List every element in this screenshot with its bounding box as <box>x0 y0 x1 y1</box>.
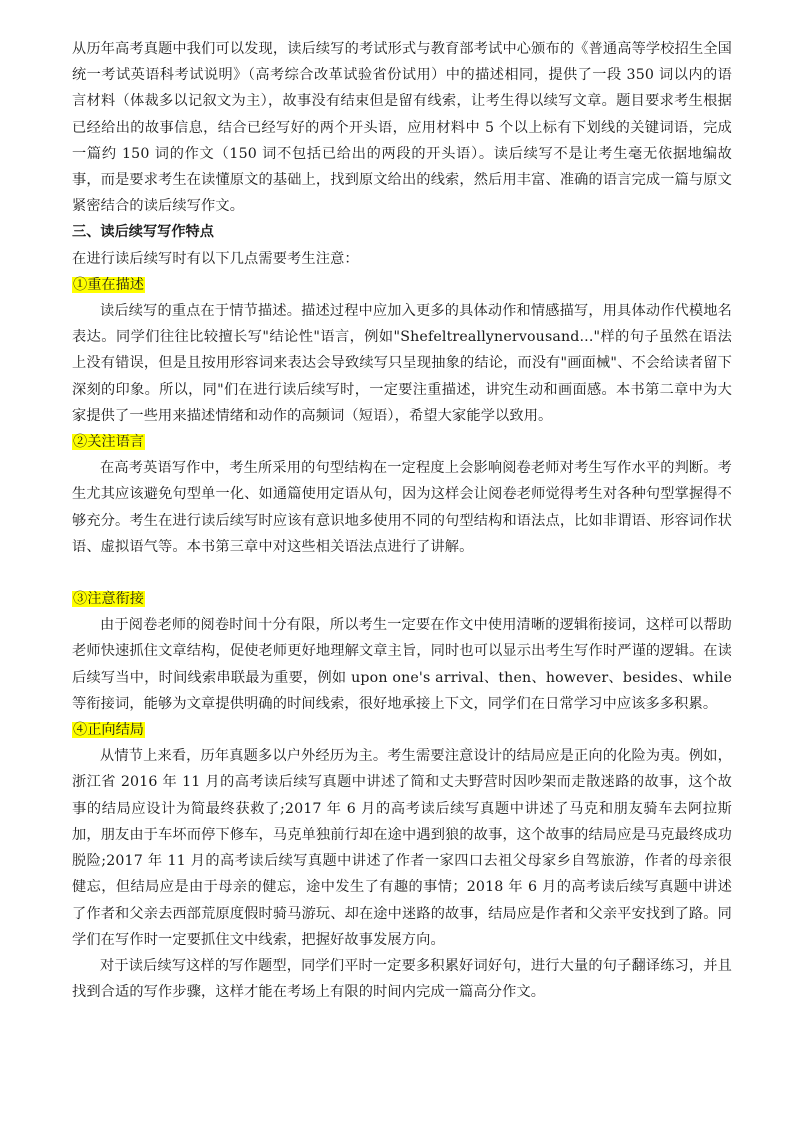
point-4-heading <box>72 717 732 743</box>
blank-line <box>72 560 732 586</box>
point-3-label: ③注意衔接 <box>73 591 144 608</box>
point-2-heading <box>72 429 732 455</box>
closing-paragraph: 对于读后续写这样的写作题型，同学们平时一定要多积累好词好句，进行大量的句子翻译练习，并且找到合适的写作步骤，这样才能在考场上有限的时间内完成一篇高分作文。 <box>72 957 732 1001</box>
point-2-body: 在高考英语写作中，考生所采用的句型结构在一定程度上会影响阅卷老师对考生写作水平的判断。考生尤其应该避免句型单一化、如通篇使用定语从句，因为这样会让阅卷老师觉得考生对各种句型掌握得不够充分。考生在进行读后续写时应该有意识地多使用不同的句型结构和语法点，比如非谓语、形容词作状语、虚拟语气等。本书第三章中对这些相关语法点进行了讲解。 <box>72 460 732 555</box>
section-heading: 三、读后续写写作特点 <box>72 224 214 241</box>
point-3-heading <box>72 586 732 612</box>
point-4-label: ④正向结局 <box>73 722 144 739</box>
point-1-label: ①重在描述 <box>73 276 144 293</box>
point-3-body: 由于阅卷老师的阅卷时间十分有限，所以考生一定要在作文中使用清晰的逻辑衔接词，这样可以帮助老师快速抓住文章结构，促使老师更好地理解文章主旨，同时也可以显示出考生写作时严谨的逻辑。在读后续写当中，时间线索串联最为重要，例如 upon one's arrival、then、however、besides、while 等衔接词，能够为文章提供明确的时间线索，很好地承接上下文，同学们在日常学习中应该多多积累。 <box>72 617 732 712</box>
point-4-body: 从情节上来看，历年真题多以户外经历为主。考生需要注意设计的结局应是正向的化险为夷。例如，浙江省 2016 年 11 月的高考读后续写真题中讲述了简和丈夫野营时因吵架而走散迷路的故事，这个故事的结局应设计为简最终获救了;2017 年 6 月的高考读后续写真题中讲述了马克和朋友骑车去阿拉斯加，朋友由于车坏而停下修车，马克单独前行却在途中遇到狼的故事，这个故事的结局应是马克最终成功脱险;2017 年 11 月的高考读后续写真题中讲述了作者一家四口去祖父母家乡自驾旅游，作者的母亲很健忘，但结局应是由于母亲的健忘，途中发生了有趣的事情；2018 年 6 月的高考读后续写真题中讲述了作者和父亲去西部荒原度假时骑马游玩、却在途中迷路的故事，结局应是作者和父亲平安找到了路。同学们在写作时一定要抓住文中线索，把握好故事发展方向。 <box>72 748 732 948</box>
intro-paragraph: 从历年高考真题中我们可以发现，读后续写的考试形式与教育部考试中心颁布的《普通高等学校招生全国统一考试英语科考试说明》（高考综合改革试验省份试用）中的描述相同，提供了一段 350 词以内的语言材料（体裁多以记叙文为主），故事没有结束但是留有线索，让考生得以续写文章。题目要求考生根据已经给出的故事信息，结合已经写好的两个开头语，应用材料中 5 个以上标有下划线的关键词语，完成一篇约 150 词的作文（150 词不包括已给出的两段的开头语）。读后续写不是让考生毫无依据地编故事，而是要求考生在读懂原文的基础上，找到原文给出的线索，然后用丰富、准确的语言完成一篇与原文紧密结合的读后续写作文。 <box>72 41 732 215</box>
point-2-label: ②关注语言 <box>73 434 144 451</box>
point-1-body: 读后续写的重点在于情节描述。描述过程中应加入更多的具体动作和情感描写，用具体动作代模地名表达。同学们往往比较擅长写"结论性"语言，例如"Shefeltreallynervousand..."样的句子虽然在语法上没有错误，但是且按用形容词来表达会导致续写只呈现抽象的结论，而没有"画面械"、不会给读者留下深刻的印象。所以，同"们在进行读后续写时，一定要注重描述，讲究生动和画面感。本书第二章中为大家提供了一些用来描述情绪和动作的高频词（短语），希望大家能学以致用。 <box>72 303 732 424</box>
section-intro: 在进行读后续写时有以下几点需要考生注意： <box>72 250 359 267</box>
point-1-heading <box>72 272 732 298</box>
